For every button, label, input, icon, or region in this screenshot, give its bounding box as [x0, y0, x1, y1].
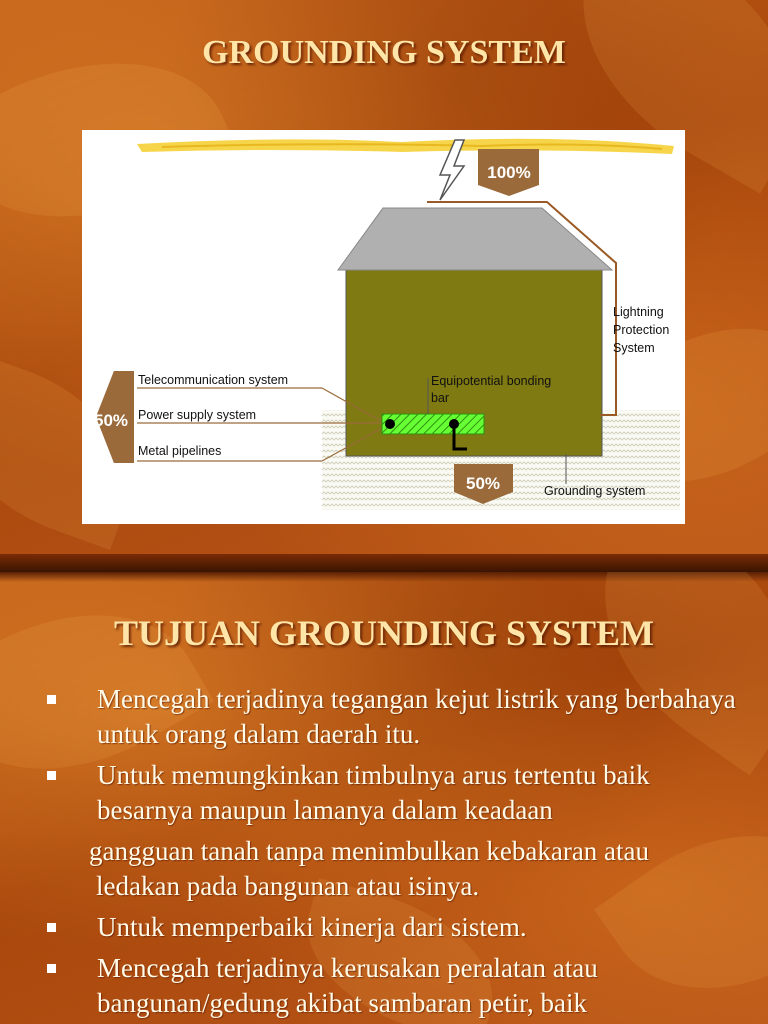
telecom-label: Telecommunication system [138, 373, 289, 387]
grounding-system-label: Grounding system [544, 484, 646, 498]
grounding-diagram-svg [82, 130, 685, 524]
bullet-list [44, 682, 744, 1024]
bullet-text: Mencegah terjadinya kerusakan peralatan atau bangunan/gedung akibat sambaran petir, baik [97, 953, 598, 1018]
lps-label-line2: Protection [613, 323, 670, 337]
bonding-bar-label-line2: bar [431, 391, 450, 405]
lps-label-line1: Lightning [613, 305, 664, 319]
grounding-diagram [82, 130, 685, 524]
bullet-text: Untuk memungkinkan timbulnya arus tertentu baik besarnya maupun lamanya dalam keadaan [97, 760, 650, 825]
bullet-text: Mencegah terjadinya tegangan kejut listrik yang berbahaya untuk orang dalam daerah itu. [97, 684, 736, 749]
bonding-bar-label-line1: Equipotential bonding [431, 374, 552, 388]
metal-pipelines-label: Metal pipelines [138, 444, 222, 458]
bullet-text: Untuk memperbaiki kinerja dari sistem. [97, 912, 527, 942]
square-bullet-icon [47, 771, 56, 780]
building-roof [338, 208, 612, 270]
slide-title: GROUNDING SYSTEM [202, 34, 566, 71]
bullet-item [44, 758, 744, 904]
square-bullet-icon [47, 964, 56, 973]
bullet-continuation: ledakan pada bangunan atau isinya. [96, 871, 480, 901]
lps-label-line3: System [613, 341, 655, 355]
square-bullet-icon [47, 923, 56, 932]
power-supply-label: Power supply system [138, 408, 257, 422]
percent-top-label: 100% [487, 163, 531, 182]
bullet-item [44, 910, 744, 945]
slide-tujuan-grounding [0, 572, 768, 1024]
bullet-item [44, 951, 744, 1021]
bullet-item [44, 682, 744, 752]
equipotential-bonding-bar [382, 414, 484, 434]
percent-bottom-label: 50% [465, 474, 501, 493]
percent-left-label: 50% [93, 411, 129, 430]
bullet-continuation: gangguan tanah tanpa menimbulkan kebakaran atau [89, 836, 650, 866]
slide-title: TUJUAN GROUNDING SYSTEM [113, 613, 655, 653]
square-bullet-icon [47, 695, 56, 704]
